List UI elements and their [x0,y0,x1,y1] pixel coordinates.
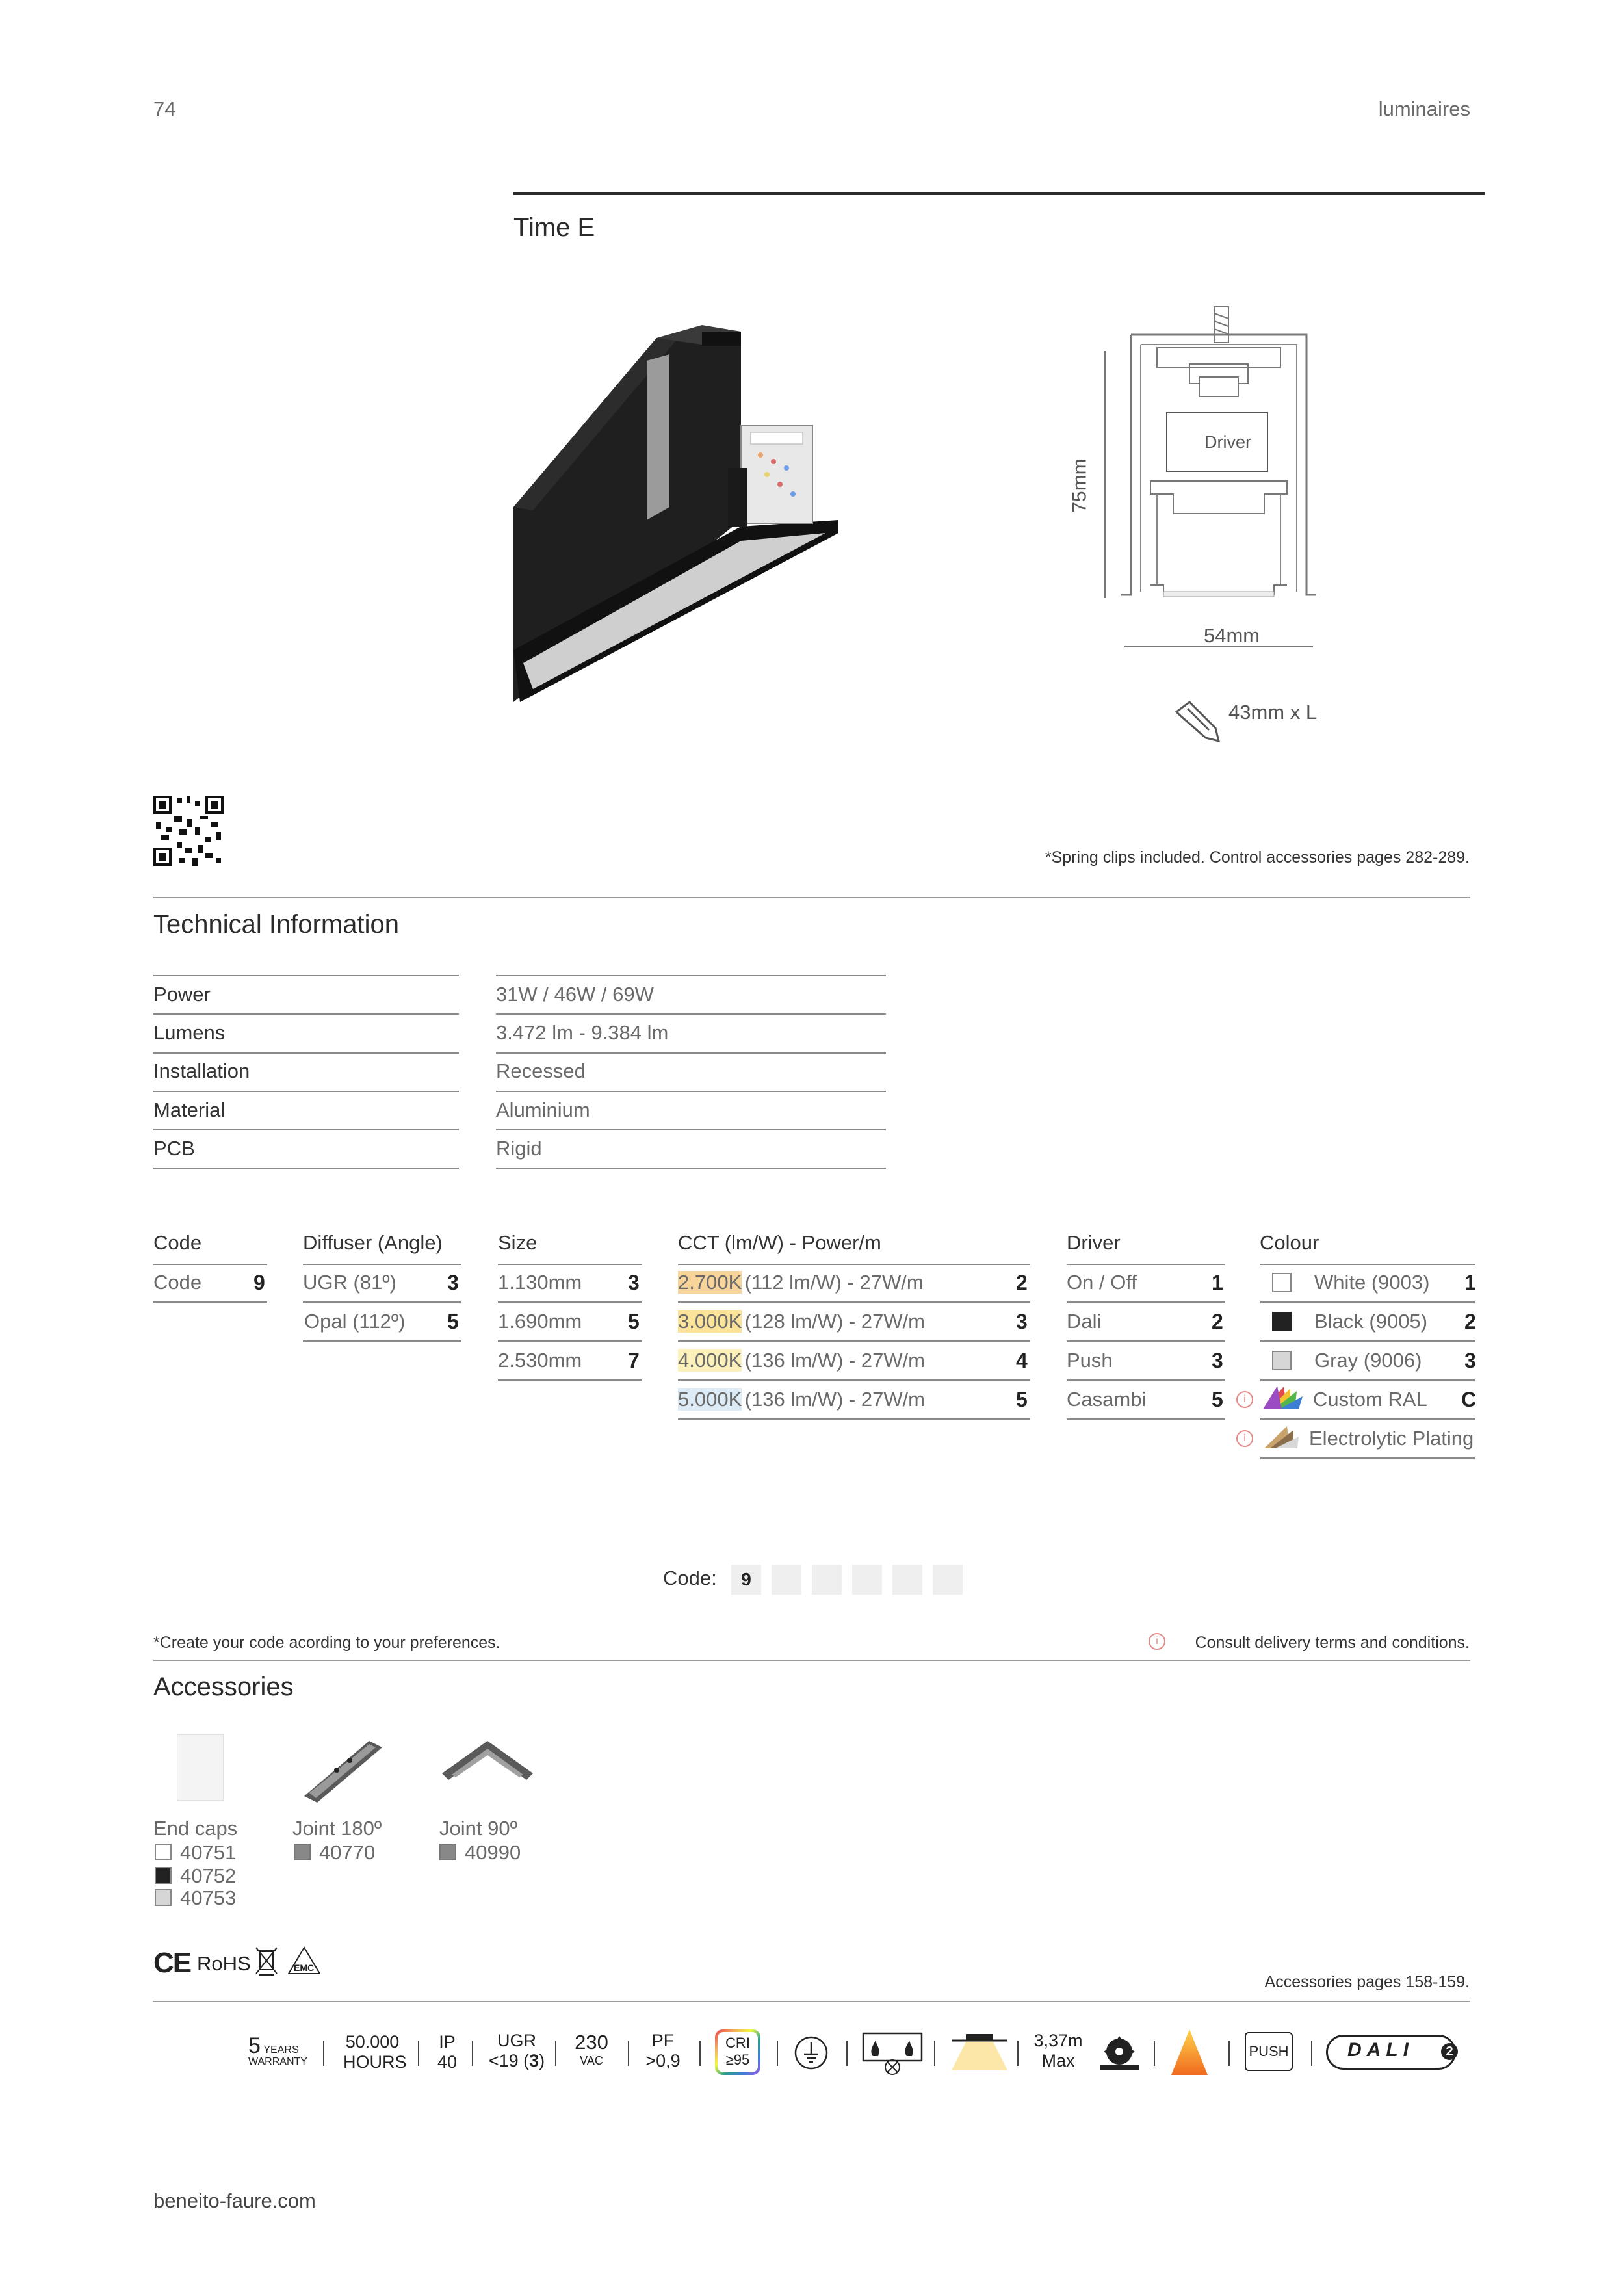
ugr-close: ) [539,2051,545,2070]
metal-swatch [294,1844,311,1860]
driver-option[interactable]: On / Off [1067,1271,1137,1294]
spring-clips-note: *Spring clips included. Control accessories pages 282-289. [1045,848,1470,867]
ugr-value: <19 ( [488,2051,530,2070]
tech-value: Rigid [496,1137,542,1160]
warranty-years: YEARS [263,2044,299,2055]
cri-value: ≥95 [725,2052,750,2068]
ip-badge [434,2032,460,2072]
earth-class-icon [793,2035,829,2071]
driver-option[interactable]: Push [1067,1349,1113,1372]
tech-value: Aluminium [496,1099,590,1121]
warranty-badge [248,2033,307,2068]
code-slot-4[interactable] [852,1565,882,1595]
size-option[interactable]: 1.690mm [498,1310,582,1333]
code-number: 9 [253,1271,265,1294]
accessory-code: 40751 [180,1841,237,1864]
colour-number: 1 [1464,1271,1476,1294]
pf-value: >0,9 [645,2051,681,2070]
white-swatch [1272,1273,1292,1292]
ugr-value-line [484,2051,549,2071]
svg-text:EMC: EMC [294,1963,315,1973]
joint-90-image [439,1734,536,1806]
cct-detail: (128 lm/W) - 27W/m [744,1310,926,1333]
emc-icon [286,1945,322,1977]
cri-label: CRI [725,2035,750,2051]
tech-value: Recessed [496,1060,586,1082]
size-number: 5 [628,1310,640,1333]
cct-temp: 2.700K [678,1271,742,1294]
voltage-number: 230 [575,2031,608,2054]
cutout-dimension: 43mm x L [1228,701,1318,724]
ugr-class: 3 [529,2051,539,2070]
accessory-name: Joint 180º [292,1817,382,1840]
pf-label: PF [651,2031,675,2050]
cct-option[interactable] [678,1388,925,1411]
dali-version: 2 [1441,2043,1458,2060]
info-icon[interactable]: i [1149,1633,1165,1650]
diffuser-option[interactable]: UGR (81º) [303,1271,396,1294]
plating-fan-icon [1261,1422,1300,1451]
create-code-note: *Create your code acording to your preferences. [153,1634,500,1652]
gray-swatch [155,1889,172,1906]
white-swatch [155,1844,172,1860]
driver-number: 3 [1212,1349,1223,1372]
accessories-title: Accessories [153,1673,294,1701]
delivery-note: Consult delivery terms and conditions. [1195,1634,1470,1652]
cct-number: 5 [1016,1388,1028,1411]
cct-number: 3 [1016,1310,1028,1333]
diffuser-option[interactable]: Opal (112º) [304,1310,406,1333]
black-swatch [1272,1312,1292,1331]
divider [153,897,1470,898]
accessory-code: 40752 [180,1864,237,1887]
size-number: 7 [628,1349,640,1372]
page-number: 74 [153,98,176,120]
header-diffuser: Diffuser (Angle) [303,1231,443,1254]
tech-title: Technical Information [153,910,399,939]
hours-badge [343,2032,407,2072]
code-slot-value: 9 [741,1569,751,1589]
colour-number: C [1461,1388,1477,1411]
info-icon[interactable]: i [1236,1391,1253,1408]
accessories-pages-note: Accessories pages 158-159. [1264,1973,1470,1991]
cct-temp: 5.000K [678,1388,742,1411]
tech-label: PCB [153,1137,195,1160]
hours-number: 50.000 [345,2032,400,2052]
ugr-label: UGR [497,2031,536,2050]
code-builder-label: Code: [663,1567,717,1589]
code-slot-1[interactable] [731,1565,761,1595]
accessory-code: 40770 [319,1841,376,1864]
tech-label: Power [153,983,211,1006]
push-badge: PUSH [1245,2032,1293,2071]
joint-180-image [298,1734,389,1806]
ce-mark: CE [153,1947,191,1979]
height-dimension: 75mm [1069,458,1091,513]
warranty-label: WARRANTY [248,2056,307,2067]
product-image [507,312,858,702]
code-option: Code [153,1271,202,1294]
ip-value: 40 [437,2052,458,2072]
hours-label: HOURS [343,2052,407,2072]
driver-option[interactable]: Casambi [1067,1388,1147,1411]
cri-badge [715,2029,760,2075]
header-size: Size [498,1231,538,1254]
tech-label: Lumens [153,1021,226,1044]
technical-drawing [1092,299,1339,663]
colour-option[interactable]: Gray (9006) [1314,1349,1422,1372]
voltage-badge [569,2031,614,2068]
code-slot-5[interactable] [892,1565,922,1595]
header-code: Code [153,1231,202,1254]
cct-option[interactable] [678,1310,925,1333]
dali-label: DALI [1347,2039,1414,2061]
cut-saw-icon [1098,2033,1140,2072]
fire-rating-icon [861,2031,924,2076]
length-badge [1029,2031,1087,2071]
warranty-number: 5 [248,2033,261,2058]
cct-detail: (112 lm/W) - 27W/m [744,1271,924,1294]
gray-swatch [1272,1351,1292,1370]
end-cap-image [177,1734,224,1801]
metal-swatch [439,1844,456,1860]
length-value: 3,37m [1033,2031,1083,2050]
colour-number: 3 [1464,1349,1476,1372]
diffuser-number: 5 [447,1310,459,1333]
header-cct: CCT (lm/W) - Power/m [678,1231,881,1254]
qr-code[interactable] [153,796,224,866]
dali-badge [1326,2035,1456,2070]
cct-number: 2 [1016,1271,1028,1294]
tech-value: 3.472 lm - 9.384 lm [496,1021,669,1044]
colour-option[interactable]: Electrolytic Plating [1309,1427,1474,1450]
cct-option[interactable] [678,1349,925,1372]
cri-inner [718,2032,758,2072]
colour-number: 2 [1464,1310,1476,1333]
size-option[interactable]: 2.530mm [498,1349,582,1372]
voltage-label: VAC [580,2054,603,2067]
pf-badge [640,2031,686,2071]
code-slot-2[interactable] [772,1565,801,1595]
website-link[interactable]: beneito-faure.com [153,2189,316,2212]
driver-number: 5 [1212,1388,1223,1411]
tech-label: Installation [153,1060,250,1082]
header-driver: Driver [1067,1231,1121,1254]
tech-label: Material [153,1099,226,1121]
colour-option[interactable]: White (9003) [1314,1271,1430,1294]
cutout-icon [1173,699,1222,744]
driver-label: Driver [1204,432,1251,452]
ral-fan-icon [1261,1383,1306,1412]
colour-option[interactable]: Custom RAL [1313,1388,1427,1411]
recessed-light-icon [950,2031,1009,2073]
size-number: 3 [628,1271,640,1294]
length-label: Max [1041,2051,1075,2070]
cct-option[interactable] [678,1271,924,1294]
code-slot-3[interactable] [812,1565,842,1595]
cct-temp: 4.000K [678,1349,742,1372]
cct-number: 4 [1016,1349,1028,1372]
width-dimension: 54mm [1204,624,1260,647]
driver-number: 1 [1212,1271,1223,1294]
accessory-code: 40990 [465,1841,521,1864]
cct-detail: (136 lm/W) - 27W/m [744,1349,926,1372]
header-colour: Colour [1260,1231,1319,1254]
accessory-code: 40753 [180,1886,237,1909]
accessory-name: Joint 90º [439,1817,517,1840]
accessory-name: End caps [153,1817,238,1840]
divider [153,1660,1470,1661]
divider [153,2001,1470,2002]
diffuser-number: 3 [447,1271,459,1294]
weee-bin-icon [253,1945,279,1977]
driver-option[interactable]: Dali [1067,1310,1102,1333]
size-option[interactable]: 1.130mm [498,1271,582,1294]
ugr-badge [484,2031,549,2071]
beam-angle-icon [1170,2028,1209,2076]
code-slot-6[interactable] [933,1565,963,1595]
info-icon[interactable]: i [1236,1430,1253,1447]
ip-label: IP [439,2032,456,2052]
tech-value: 31W / 46W / 69W [496,983,654,1006]
cct-detail: (136 lm/W) - 27W/m [744,1388,926,1411]
driver-number: 2 [1212,1310,1223,1333]
title-rule [513,192,1485,195]
cct-temp: 3.000K [678,1310,742,1333]
black-swatch [155,1867,172,1884]
colour-option[interactable]: Black (9005) [1314,1310,1428,1333]
rohs-mark: RoHS [197,1952,251,1975]
product-name: Time E [513,213,595,242]
section-title: luminaires [1378,98,1470,120]
